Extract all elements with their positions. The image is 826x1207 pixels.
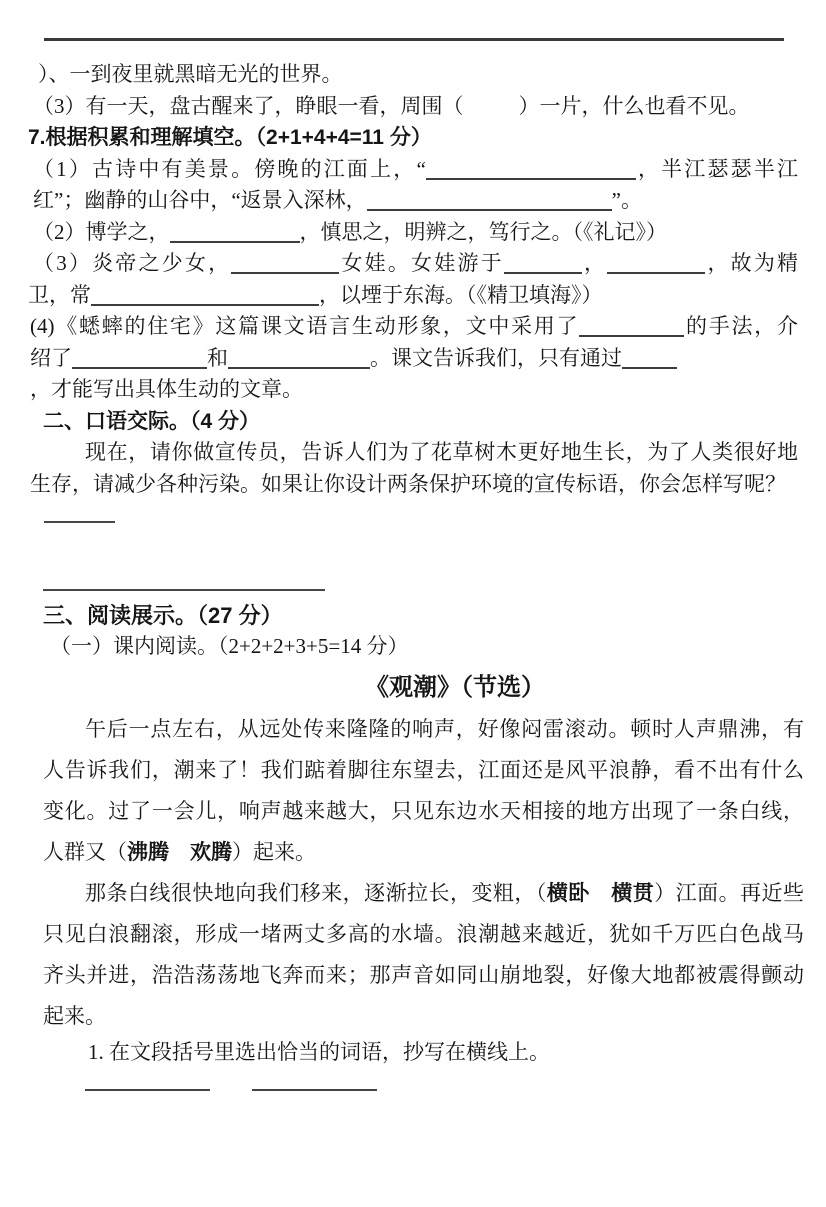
q1-answer-line-1 (85, 1081, 210, 1091)
part2-heading: 二、口语交际。（4 分） (43, 409, 261, 433)
q7-item2-line: （2）博学之， ，慎思之，明辨之，笃行之。（《礼记》） (33, 219, 667, 244)
passage-p2-line1: 那条白线很快地向我们移来，逐渐拉长，变粗，（横卧 横贯）江面。再近些 (85, 882, 805, 905)
passage-p1-line1: 午后一点左右，从远处传来隆隆的响声，好像闷雷滚动。顿时人声鼎沸，有 (85, 718, 804, 741)
passage-q1-text: 1. 在文段括号里选出恰当的词语，抄写在横线上。 (88, 1040, 550, 1064)
passage-p2-line4: 起来。 (43, 1005, 106, 1028)
q7-item4-line3: ，才能写出具体生动的文章。 (30, 377, 303, 401)
passage-p1-line4: 人群又（沸腾 欢腾）起来。 (43, 841, 316, 864)
q6-item2-tail-line: ）、一到夜里就黑暗无光的世界。 (38, 62, 343, 86)
q7-item4-line1: (4)《蟋蟀的住宅》这篇课文语言生动形象，文中采用了 的手法，介 (30, 314, 799, 338)
part2-prompt-line2: 生存，请减少各种污染。如果让你设计两条保护环境的宣传标语，你会怎样写呢？ (30, 471, 786, 496)
part2-prompt-line1: 现在，请你做宣传员，告诉人们为了花草树木更好地生长，为了人类很好地 (85, 440, 798, 464)
part2-answer-line-short (44, 521, 115, 523)
passage-p2-line2: 只见白浪翻滚，形成一堵两丈多高的水墙。浪潮越来越近，犹如千万匹白色战马 (43, 923, 804, 946)
q6-item3-line: （3）有一天，盘古醒来了，睁眼一看，周围（ ）一片，什么也看不见。 (33, 93, 750, 118)
q7-heading: 7.根据积累和理解填空。（2+1+4+4=11 分） (28, 126, 432, 149)
exam-page (28, 38, 805, 1088)
part3-sub-heading: （一）课内阅读。（2+2+2+3+5=14 分） (50, 634, 409, 658)
passage-guanchao (43, 709, 804, 1037)
q7-item3-line1: （3）炎帝之少女， 女娃。女娃游于 ， ，故为精 (33, 251, 799, 275)
q7-item1-line2: 红”；幽静的山谷中，“返景入深林， ”。 (33, 188, 642, 212)
q1-answer-blanks (85, 1078, 798, 1088)
passage-p1-line3: 变化。过了一会儿，响声越来越大，只见东边水天相接的地方出现了一条白线， (43, 800, 804, 823)
q7-item3-line2: 卫，常 ，以堙于东海。（《精卫填海》） (28, 282, 603, 307)
q7-item1-line1: （1）古诗中有美景。傍晚的江面上，“ ，半江瑟瑟半江 (33, 156, 798, 181)
q7-item4-line2: 绍了 和 。课文告诉我们，只有通过 (30, 343, 798, 375)
passage-p1-line2: 人告诉我们，潮来了！我们踮着脚往东望去，江面还是风平浪静，看不出有什么 (43, 759, 804, 782)
passage-p2-line3: 齐头并进，浩浩荡荡地飞奔而来；那声音如同山崩地裂，好像大地都被震得颤动 (43, 964, 804, 987)
part3-heading: 三、阅读展示。（27 分） (43, 603, 283, 628)
passage-title: 《观潮》（节选） (365, 674, 545, 701)
q1-answer-line-2 (252, 1081, 377, 1091)
header-divider-rule (44, 38, 784, 41)
part2-answer-line-long (43, 589, 325, 591)
question-section (28, 59, 798, 500)
